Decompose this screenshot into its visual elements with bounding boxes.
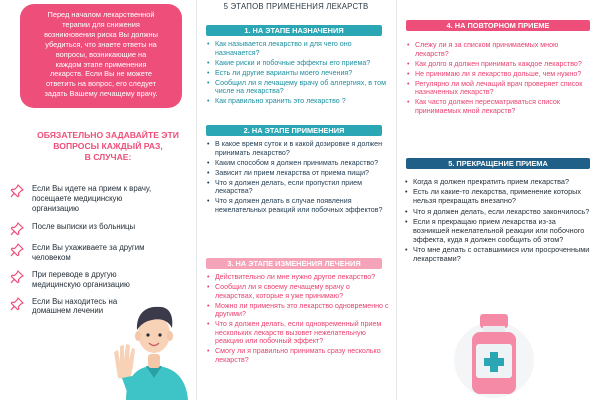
list-item: • Есть ли другие варианты моего лечения? [206,69,390,78]
stage3-list [206,273,390,366]
stage5-list [404,178,594,265]
stage3-header: 3. НА ЭТАПЕ ИЗМЕНЕНИЯ ЛЕЧЕНИЯ [206,258,382,269]
list-item: • Смогу ли я правильно принимать сразу несколько лекарств? [206,347,390,364]
list-item: • Каким способом я должен принимать лекарство? [206,159,390,168]
list-item: • Как называется лекарство и для чего оно назначается? [206,40,390,57]
pushpin-icon [10,270,24,284]
list-item: • Что я должен делать, если лекарство закончилось? [404,208,594,217]
stage1-list [206,40,390,107]
case-text: При переводе в другую медицинскую организацию [32,269,130,289]
left-heading-line1: ОБЯЗАТЕЛЬНО ЗАДАВАЙТЕ ЭТИ [37,130,179,140]
column-divider-right [396,0,397,400]
list-item: • В какое время суток и в какой дозировке я должен принимать лекарство? [206,140,390,157]
case-item [10,243,190,263]
stage4-list [406,41,594,117]
list-item: • Что я должен делать в случае появления нежелательных реакций или побочных эффектов? [206,197,390,214]
left-heading-line2: ВОПРОСЫ КАЖДЫЙ РАЗ, [53,141,163,151]
case-text: Если Вы идете на прием к врачу, посещаете медицинскую организацию [32,184,152,213]
stage2-header: 2. НА ЭТАПЕ ПРИМЕНЕНИЯ [206,125,382,136]
list-item: • Как долго я должен принимать каждое лекарство? [406,60,594,69]
left-heading [30,130,186,163]
stage5-header: 5. ПРЕКРАЩЕНИЕ ПРИЕМА [406,158,590,169]
list-item: • Действительно ли мне нужно другое лекарство? [206,273,390,282]
case-item [10,222,190,236]
intro-text: Перед началом лекарственной терапии для снижения возникновения риска Вы должны убедиться, что знаете ответы на вопросы, возникающие на каждом этапе применения лекарств. Если Вы не можете ответить на вопрос, его следует задать Вашему лечащему врачу. [44,10,158,99]
list-item: • Сообщил ли я своему лечащему врачу о лекарствах, которые я уже принимаю? [206,283,390,300]
list-item: • Что я должен делать, если пропустил прием лекарства? [206,179,390,196]
pushpin-icon [10,297,24,311]
pushpin-icon [10,243,24,257]
left-heading-line3: В СЛУЧАЕ: [84,152,132,162]
stage1-header: 1. НА ЭТАПЕ НАЗНАЧЕНИЯ [206,25,382,36]
list-item: • Не принимаю ли я лекарство дольше, чем нужно? [406,70,594,79]
list-item: • Слежу ли я за списком принимаемых мною лекарств? [406,41,594,58]
case-text: После выписки из больницы [32,222,136,232]
list-item: • Что мне делать с оставшимися или просроченными лекарствами? [404,246,594,264]
list-item: • Как правильно хранить это лекарство ? [206,97,390,106]
pushpin-icon [10,184,24,198]
list-item: • Когда я должен прекратить прием лекарства? [404,178,594,187]
list-item: • Что я должен делать, если одновременный прием нескольких лекарств вызовет нежелательную реакцию или побочный эффект? [206,320,390,346]
list-item: • Есть ли какие-то лекарства, применение которых нельзя прекращать внезапно? [404,188,594,206]
case-text: Если Вы находитесь на домашнем лечении [32,296,118,316]
case-item [10,270,190,290]
case-text: Если Вы ухаживаете за другим человеком [32,243,145,263]
pushpin-icon [10,222,24,236]
list-item: • Сообщил ли я лечащему врачу об аллергиях, в том числе на лекарства? [206,79,390,96]
stages-title: 5 ЭТАПОВ ПРИМЕНЕНИЯ ЛЕКАРСТВ [223,2,369,11]
list-item: • Если я прекращаю прием лекарства из-за возникшей нежелательной реакции или побочного эффекта, куда я должен сообщить об этом? [404,218,594,245]
case-item [10,184,190,213]
list-item: • Зависит ли прием лекарства от приема пищи? [206,169,390,178]
intro-box [20,4,182,108]
stage2-list [206,140,390,216]
person-illustration [108,292,196,400]
column-divider-left [196,0,197,400]
stage4-header: 4. НА ПОВТОРНОМ ПРИЕМЕ [406,20,590,31]
list-item: • Какие риски и побочные эффекты его приема? [206,59,390,68]
list-item: • Как часто должен пересматриваться список принимаемых мной лекарств? [406,98,594,115]
list-item: • Регулярно ли мой лечащий врач проверяет список назначенных лекарств? [406,80,594,97]
list-item: • Можно ли применять это лекарство одновременно с другими? [206,302,390,319]
medicine-bottle-icon [452,304,536,400]
